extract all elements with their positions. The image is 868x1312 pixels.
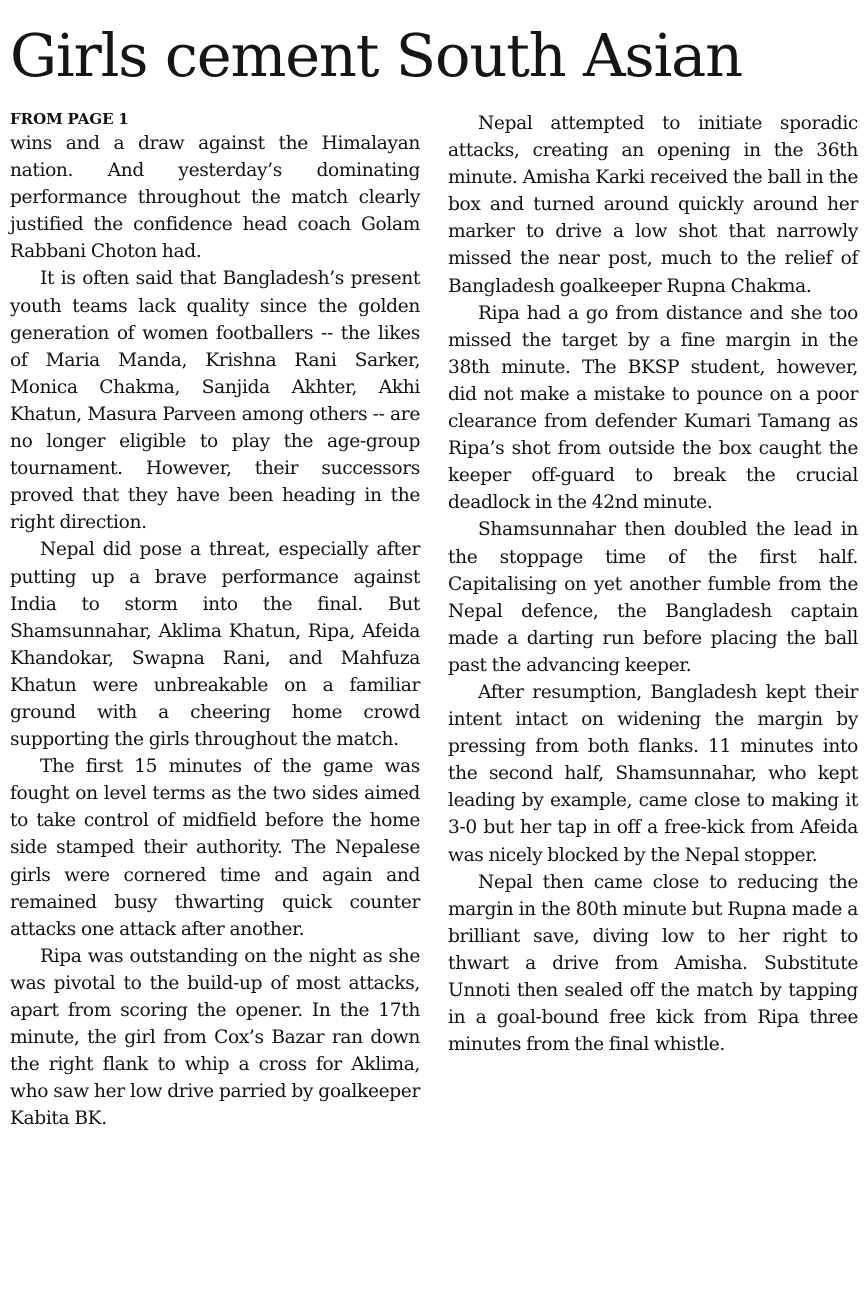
paragraph: Shamsunnahar then doubled the lead in the stoppage time of the first half. Capitalising on yet another fumble from the Nepal defence, the Bangladesh captain made a darting run before placing the ball past the advancing keeper. [448,519,858,676]
paragraph: wins and a draw against the Himalayan nation. And yesterday’s dominating performance throughout the match clearly justified the confidence head coach Golam Rabbani Choton had. [10,133,420,263]
paragraph: After resumption, Bangladesh kept their intent intact on widening the margin by pressing from both flanks. 11 minutes into the second half, Shamsunnahar, who kept leading by example, came close to making it 3-0 but her tap in off a free-kick from Afeida was nicely blocked by the Nepal stopper. [448,681,858,866]
paragraph: The first 15 minutes of the game was fought on level terms as the two sides aimed to take control of midfield before the home side stamped their authority. The Nepalese girls were cornered time and again and remained busy thwarting quick counter attacks one attack after another. [10,756,420,940]
jump-label: FROM PAGE 1 [10,110,129,128]
headline: Girls cement South Asian [10,21,742,90]
paragraph: Nepal attempted to initiate sporadic attacks, creating an opening in the 36th minute. Amisha Karki received the ball in the box and turned around quickly around her marker to drive a low shot that narrowly missed the near post, much to the relief of Bangladesh goalkeeper Rupna Chakma. [448,113,858,297]
paragraph: Ripa was outstanding on the night as she was pivotal to the build-up of most attacks, apart from scoring the opener. In the 17th minute, the girl from Cox’s Bazar ran down the right flank to whip a cross for Aklima, who saw her low drive parried by goalkeeper Kabita BK. [10,945,420,1130]
paragraph: Nepal did pose a threat, especially after putting up a brave performance against India to storm into the final. But Shamsunnahar, Aklima Khatun, Ripa, Afeida Khandokar, Swapna Rani, and Mahfuza Khatun were unbreakable on a familiar ground with a cheering home crowd supporting the girls throughout the match. [10,539,420,751]
article-column-right [448,110,858,1058]
paragraph: It is often said that Bangladesh’s present youth teams lack quality since the golden generation of women footballers -- the likes of Maria Manda, Krishna Rani Sarker, Monica Chakma, Sanjida Akhter, Akhi Khatun, Masura Parveen among others -- are no longer eligible to play the age-group tournament. However, their successors proved that they have been heading in the right direction. [10,268,420,534]
article-column-left [10,110,420,1132]
paragraph: Nepal then came close to reducing the margin in the 80th minute but Rupna made a brilliant save, diving low to her right to thwart a drive from Amisha. Substitute Unnoti then sealed off the match by tapping in a goal-bound free kick from Ripa three minutes from the final whistle. [448,871,858,1056]
paragraph: Ripa had a go from distance and she too missed the target by a fine margin in the 38th minute. The BKSP student, however, did not make a mistake to pounce on a poor clearance from defender Kumari Tamang as Ripa’s shot from outside the box caught the keeper off-guard to break the crucial deadlock in the 42nd minute. [448,302,858,514]
